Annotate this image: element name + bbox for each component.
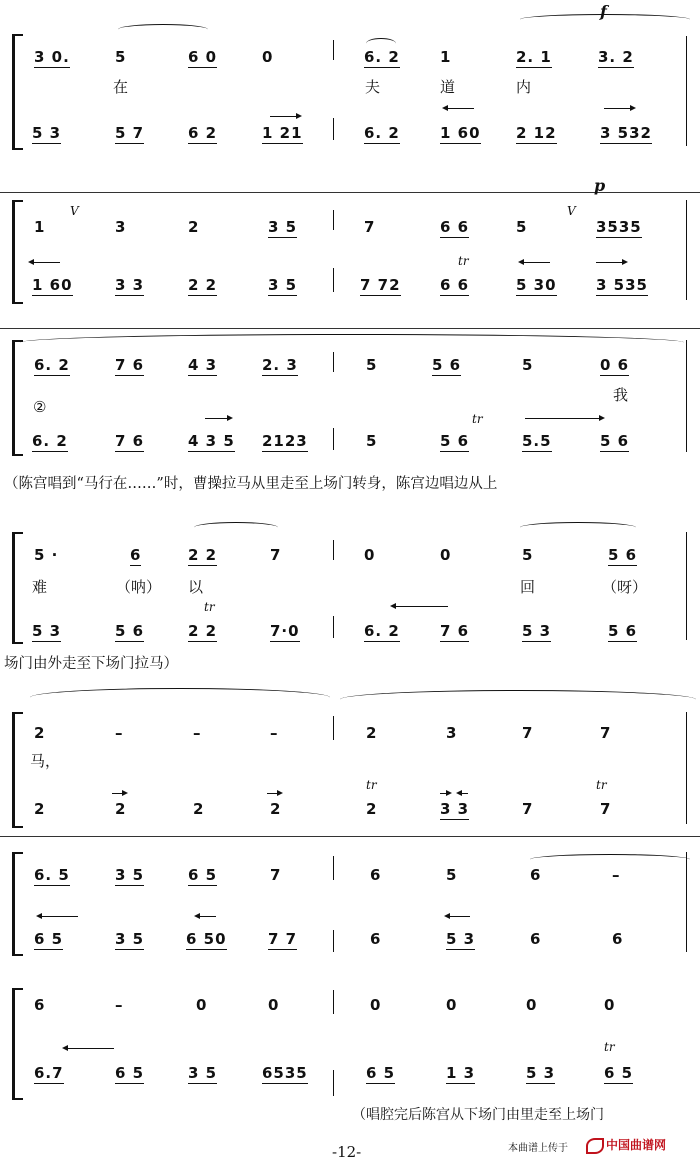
upper-note: 5 (522, 546, 534, 564)
arrow-right (267, 793, 281, 794)
upper-note: 0 (446, 996, 458, 1014)
lower-note: 3 5 (115, 930, 145, 948)
lower-note: 2 2 (188, 622, 218, 640)
upper-note: 6 (530, 866, 542, 884)
lower-note: 6. 2 (364, 124, 400, 142)
upper-note: 6 0 (188, 48, 218, 66)
upper-note: 5 (516, 218, 528, 236)
lower-note: 6 (612, 930, 624, 948)
arrow-right (440, 793, 450, 794)
slur (340, 690, 696, 709)
upper-note: 6 (34, 996, 46, 1014)
lower-note: 6 5 (34, 930, 64, 948)
trill-mark: tr (604, 1040, 615, 1054)
lower-note: 1 21 (262, 124, 303, 142)
stage-direction: （陈宫唱到“马行在……”时，曹操拉马从里走至上场门转身，陈宫边唱边从上 (4, 476, 498, 492)
lower-note: 1 60 (32, 276, 73, 294)
upper-note: – (115, 724, 124, 742)
system-brace (12, 988, 23, 1100)
lower-note: 6. 2 (364, 622, 400, 640)
lower-note: 7 (522, 800, 534, 818)
lyric: （呐） (116, 578, 162, 596)
lower-note: 5 3 (446, 930, 476, 948)
lyric: 道 (440, 78, 456, 96)
upper-note: 7 (600, 724, 612, 742)
barline-end (686, 852, 687, 952)
upper-note: 0 (604, 996, 616, 1014)
arrow-right (604, 108, 634, 109)
lower-note: 2123 (262, 432, 308, 450)
lower-note: 6 5 (604, 1064, 634, 1082)
lower-note: 3 3 (440, 800, 470, 818)
arrow-right (596, 262, 626, 263)
upper-note: 4 3 (188, 356, 218, 374)
upper-note: – (115, 996, 124, 1014)
barline (333, 268, 334, 292)
lower-note: 7 (600, 800, 612, 818)
barline-end (686, 200, 687, 300)
slur (30, 688, 330, 707)
upper-note: – (612, 866, 621, 884)
lower-note: 7 7 (268, 930, 298, 948)
lower-note: 6. 2 (32, 432, 68, 450)
slur (118, 24, 208, 35)
upper-note: 7 (522, 724, 534, 742)
trill-mark: tr (596, 778, 607, 792)
breath-mark: V (70, 204, 79, 218)
barline (333, 716, 334, 740)
barline (333, 856, 334, 880)
upper-note: 2 (188, 218, 200, 236)
lower-note: 5 30 (516, 276, 557, 294)
lower-note: 7 6 (115, 432, 145, 450)
upper-note: – (193, 724, 202, 742)
lower-note: 1 60 (440, 124, 481, 142)
lower-note: 3 3 (115, 276, 145, 294)
slur (520, 522, 636, 533)
footer-upload-text: 本曲谱上传于 (508, 1143, 568, 1154)
arrow-left (64, 1048, 114, 1049)
lower-note: 5 3 (32, 124, 62, 142)
arrow-left (458, 793, 468, 794)
barline-end (686, 340, 687, 452)
upper-note: 3 (115, 218, 127, 236)
barline (333, 40, 334, 60)
breath-mark: V (567, 204, 576, 218)
trill-mark: tr (366, 778, 377, 792)
upper-note: 7 6 (115, 356, 145, 374)
upper-note: 7 (364, 218, 376, 236)
lower-note: 7 6 (440, 622, 470, 640)
lower-note: 5 6 (600, 432, 630, 450)
arrow-right (205, 418, 231, 419)
dynamic-piano: p (594, 176, 606, 195)
lower-note: 6 5 (366, 1064, 396, 1082)
upper-note: 5 6 (432, 356, 462, 374)
lyric: 难 (32, 578, 48, 596)
arrow-left (444, 108, 474, 109)
upper-note: 3535 (596, 218, 642, 236)
lower-note: 4 3 5 (188, 432, 235, 450)
system-brace (12, 200, 23, 304)
lower-note: 3 5 (188, 1064, 218, 1082)
upper-note: 6 (370, 866, 382, 884)
barline-end (686, 532, 687, 640)
lower-note: 5 6 (608, 622, 638, 640)
upper-note: – (270, 724, 279, 742)
arrow-left (38, 916, 78, 917)
slur (20, 334, 684, 351)
upper-note: 0 (262, 48, 274, 66)
arrow-right (525, 418, 603, 419)
system-brace (12, 852, 23, 956)
trill-mark: tr (458, 254, 469, 268)
barline (333, 352, 334, 372)
upper-note: 2. 1 (516, 48, 552, 66)
lower-note: 6 50 (186, 930, 227, 948)
lower-note: 2 (115, 800, 127, 818)
barline (333, 428, 334, 450)
upper-note: 0 (364, 546, 376, 564)
upper-note: 6 6 (440, 218, 470, 236)
lower-note: 1 3 (446, 1064, 476, 1082)
system-brace (12, 340, 23, 456)
upper-note: 1 (440, 48, 452, 66)
upper-note: 3. 2 (598, 48, 634, 66)
lower-note: 6 6 (440, 276, 470, 294)
lower-note: 3 532 (600, 124, 652, 142)
slur (520, 14, 690, 25)
barline (333, 1070, 334, 1096)
system-brace (12, 712, 23, 828)
lower-note: 5 3 (522, 622, 552, 640)
upper-note: 3 0. (34, 48, 70, 66)
upper-note: 5 6 (608, 546, 638, 564)
lyric: 以 (188, 578, 204, 596)
lower-note: 5.5 (522, 432, 552, 450)
trill-mark: tr (204, 600, 215, 614)
upper-note: 7 (270, 866, 282, 884)
upper-note: 0 6 (600, 356, 630, 374)
dynamic-forte: f (600, 2, 607, 21)
lower-note: 3 535 (596, 276, 648, 294)
arrow-left (196, 916, 216, 917)
lower-note: 5 3 (526, 1064, 556, 1082)
barline (333, 118, 334, 140)
page-number: -12- (332, 1143, 362, 1161)
upper-note: 0 (196, 996, 208, 1014)
lower-note: 6 (370, 930, 382, 948)
upper-note: 3 5 (268, 218, 298, 236)
system-divider (0, 328, 700, 329)
lower-note: 6.7 (34, 1064, 64, 1082)
slur (194, 522, 278, 533)
arrow-left (520, 262, 550, 263)
upper-note: 3 5 (115, 866, 145, 884)
upper-note: 0 (440, 546, 452, 564)
lower-note: 5 7 (115, 124, 145, 142)
barline (333, 930, 334, 952)
upper-note: 5 (522, 356, 534, 374)
upper-note: 6. 5 (34, 866, 70, 884)
lower-note: 2 (366, 800, 378, 818)
lyric: 马， (30, 752, 61, 770)
arrow-left (446, 916, 470, 917)
lyric: 内 (516, 78, 532, 96)
upper-note: 6 (130, 546, 142, 564)
upper-note: 2 2 (188, 546, 218, 564)
lower-note: 7 72 (360, 276, 401, 294)
upper-note: 5 · (34, 546, 59, 564)
lyric: 在 (113, 78, 129, 96)
upper-note: 2 (366, 724, 378, 742)
upper-note: 5 (446, 866, 458, 884)
lower-note: 6535 (262, 1064, 308, 1082)
lyric: （呀） (602, 578, 648, 596)
barline (333, 990, 334, 1014)
upper-note: 6. 2 (364, 48, 400, 66)
upper-note: 0 (268, 996, 280, 1014)
lower-note: 7·0 (270, 622, 300, 640)
barline-end (686, 712, 687, 824)
lyric: 夫 (365, 78, 381, 96)
lower-note: 5 6 (440, 432, 470, 450)
lower-note: 6 5 (115, 1064, 145, 1082)
upper-note: 2. 3 (262, 356, 298, 374)
lower-note: 2 2 (188, 276, 218, 294)
lower-note: 3 5 (268, 276, 298, 294)
upper-note: 1 (34, 218, 46, 236)
site-logo-icon (586, 1138, 604, 1154)
slur (530, 854, 690, 865)
lower-note: 5 6 (115, 622, 145, 640)
trill-mark: tr (472, 412, 483, 426)
upper-note: 7 (270, 546, 282, 564)
arrow-right (112, 793, 126, 794)
arrow-right (270, 116, 300, 117)
upper-note: 0 (526, 996, 538, 1014)
upper-note: 5 (366, 356, 378, 374)
site-name: 中国曲谱网 (606, 1138, 667, 1152)
lyric: 我 (613, 386, 629, 404)
circled-number: ② (33, 398, 47, 416)
lower-note: 2 12 (516, 124, 557, 142)
upper-note: 5 (115, 48, 127, 66)
barline (333, 540, 334, 560)
lower-note: 2 (270, 800, 282, 818)
stage-direction: 场门由外走至下场门拉马） (4, 656, 178, 672)
barline (333, 616, 334, 638)
upper-note: 6 5 (188, 866, 218, 884)
upper-note: 6. 2 (34, 356, 70, 374)
barline-end (686, 36, 687, 146)
stage-direction: （唱腔完后陈宫从下场门由里走至上场门 (352, 1107, 604, 1123)
lower-note: 5 (366, 432, 378, 450)
lower-note: 6 2 (188, 124, 218, 142)
system-divider (0, 836, 700, 837)
lower-note: 2 (193, 800, 205, 818)
lower-note: 2 (34, 800, 46, 818)
system-brace (12, 34, 23, 150)
upper-note: 2 (34, 724, 46, 742)
site-logo[interactable] (586, 1136, 666, 1154)
arrow-left (30, 262, 60, 263)
system-brace (12, 532, 23, 644)
lower-note: 6 (530, 930, 542, 948)
lower-note: 5 3 (32, 622, 62, 640)
lyric: 回 (520, 578, 536, 596)
barline (333, 210, 334, 230)
arrow-left (392, 606, 448, 607)
upper-note: 3 (446, 724, 458, 742)
upper-note: 0 (370, 996, 382, 1014)
